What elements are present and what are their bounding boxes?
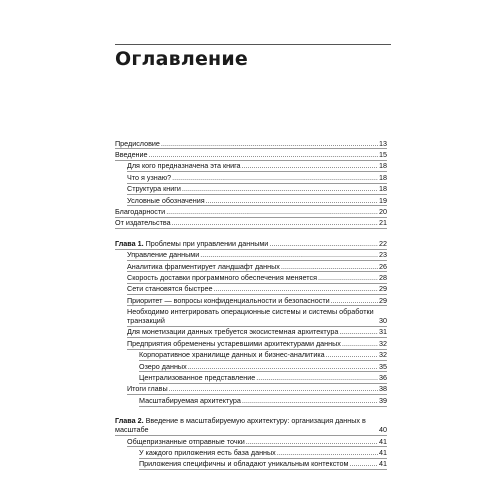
toc-entry xyxy=(127,295,387,306)
toc-entry-title: У каждого приложения есть база данных xyxy=(139,447,276,457)
toc-page-number: 35 xyxy=(379,361,387,371)
dot-leader xyxy=(246,437,378,446)
toc-entry xyxy=(139,459,387,470)
toc-entry-title: От издательства xyxy=(115,218,171,228)
toc-page-number: 41 xyxy=(379,459,387,469)
toc-entry-title: Масштабируемая архитектура xyxy=(139,395,241,405)
toc-page-number: 41 xyxy=(379,447,387,457)
dot-leader xyxy=(349,459,378,468)
page-title: Оглавление xyxy=(115,48,248,70)
toc-entry-title: Для кого предназначена эта книга xyxy=(127,161,241,171)
dot-leader xyxy=(149,150,378,159)
toc-page-number: 18 xyxy=(379,172,387,182)
chapter-label: Глава 1. xyxy=(115,238,144,248)
toc-entry-title xyxy=(115,239,268,248)
toc-page-number: 32 xyxy=(379,338,387,348)
dot-leader xyxy=(339,327,378,336)
toc-page-number: 31 xyxy=(379,327,387,337)
toc-page-number: 13 xyxy=(379,138,387,148)
toc-entry-title: Приложения специфичны и обладают уникальным контекстом xyxy=(139,459,349,469)
toc-entry xyxy=(115,238,387,249)
toc-entry-title: Итоги главы xyxy=(127,384,168,394)
toc-entry xyxy=(127,327,387,338)
dot-leader xyxy=(342,339,378,348)
chapter-label: Глава 2. xyxy=(115,416,144,426)
dot-leader xyxy=(169,384,378,393)
toc-entry-title xyxy=(115,416,377,434)
toc-entry xyxy=(139,447,387,458)
toc-entry xyxy=(127,172,387,183)
dot-leader xyxy=(172,218,378,227)
toc-entry xyxy=(127,272,387,283)
dot-leader xyxy=(318,273,378,282)
dot-leader xyxy=(206,196,378,205)
toc-entry xyxy=(127,250,387,261)
toc-page-number: 41 xyxy=(379,436,387,446)
toc-page-number: 15 xyxy=(379,149,387,159)
toc-entry-title: Введение xyxy=(115,149,148,159)
toc-entry-title: Сети становятся быстрее xyxy=(127,284,213,294)
toc-page-number: 29 xyxy=(379,295,387,305)
toc-page-number: 36 xyxy=(379,373,387,383)
toc-entry xyxy=(127,184,387,195)
toc-entry xyxy=(139,361,387,372)
dot-leader xyxy=(182,184,378,193)
toc-page-number: 19 xyxy=(379,195,387,205)
toc-entry xyxy=(115,206,387,217)
dot-leader xyxy=(200,250,378,259)
toc-entry xyxy=(127,306,387,326)
chapter-title: Проблемы при управлении данными xyxy=(143,238,269,248)
chapter-title: Введение в масштабируемую архитектуру: организация данных в масштабе xyxy=(115,416,366,435)
toc-page-number: 28 xyxy=(379,272,387,282)
toc-entry xyxy=(139,395,387,406)
toc-entry xyxy=(127,261,387,272)
dot-leader xyxy=(242,396,378,405)
toc-page-number: 29 xyxy=(379,284,387,294)
dot-leader xyxy=(188,362,378,371)
toc-entry xyxy=(115,416,387,436)
toc-page-number: 40 xyxy=(379,425,387,435)
dot-leader xyxy=(281,262,378,271)
dot-leader xyxy=(214,284,378,293)
toc-page-number: 18 xyxy=(379,161,387,171)
toc-entry-title: Что я узнаю? xyxy=(127,172,172,182)
dot-leader xyxy=(161,139,378,148)
toc-entry-title: Структура книги xyxy=(127,184,181,194)
toc-page-number: 32 xyxy=(379,350,387,360)
toc-entry-title: Общепризнанные отправные точки xyxy=(127,436,245,446)
toc-entry-title: Условные обозначения xyxy=(127,195,205,205)
toc-page-number: 26 xyxy=(379,261,387,271)
dot-leader xyxy=(331,296,378,305)
toc-entry-title: Централизованное представление xyxy=(139,373,256,383)
dot-leader xyxy=(326,350,378,359)
dot-leader xyxy=(166,207,378,216)
table-of-contents xyxy=(115,138,387,470)
toc-entry xyxy=(115,218,387,229)
toc-entry-title: Предисловие xyxy=(115,138,160,148)
dot-leader xyxy=(277,448,378,457)
top-rule xyxy=(115,44,391,45)
toc-page-number: 18 xyxy=(379,184,387,194)
toc-page-number: 39 xyxy=(379,395,387,405)
toc-entry-title: Необходимо интегрировать операционные системы и системы обработки транзакций xyxy=(127,307,374,326)
toc-page-number: 23 xyxy=(379,250,387,260)
dot-leader xyxy=(242,161,378,170)
toc-page-number: 20 xyxy=(379,206,387,216)
toc-entry xyxy=(127,338,387,349)
toc-entry xyxy=(115,149,387,160)
toc-entry-title: Управление данными xyxy=(127,250,200,260)
toc-page-number: 21 xyxy=(379,218,387,228)
toc-entry-title: Приоритет — вопросы конфиденциальности и безопасности xyxy=(127,295,330,305)
toc-page-number: 30 xyxy=(379,316,387,326)
toc-entry xyxy=(139,372,387,383)
toc-entry xyxy=(127,161,387,172)
dot-leader xyxy=(256,373,378,382)
dot-leader xyxy=(269,239,378,248)
toc-entry-title: Озеро данных xyxy=(139,361,187,371)
toc-entry-title: Предприятия обременены устаревшими архитектурами данных xyxy=(127,338,341,348)
toc-entry-title: Благодарности xyxy=(115,206,166,216)
toc-entry xyxy=(127,436,387,447)
toc-entry-title: Аналитика фрагментирует ландшафт данных xyxy=(127,261,280,271)
toc-entry xyxy=(115,138,387,149)
toc-page-number: 22 xyxy=(379,238,387,248)
dot-leader xyxy=(172,173,378,182)
toc-entry-title: Корпоративное хранилище данных и бизнес-аналитика xyxy=(139,350,325,360)
toc-entry xyxy=(127,195,387,206)
toc-entry xyxy=(127,384,387,395)
toc-entry xyxy=(127,284,387,295)
toc-entry-title: Для монетизации данных требуется экосистемная архитектура xyxy=(127,327,339,337)
toc-page-number: 38 xyxy=(379,384,387,394)
toc-entry-title: Скорость доставки программного обеспечения меняется xyxy=(127,272,317,282)
toc-entry xyxy=(139,350,387,361)
